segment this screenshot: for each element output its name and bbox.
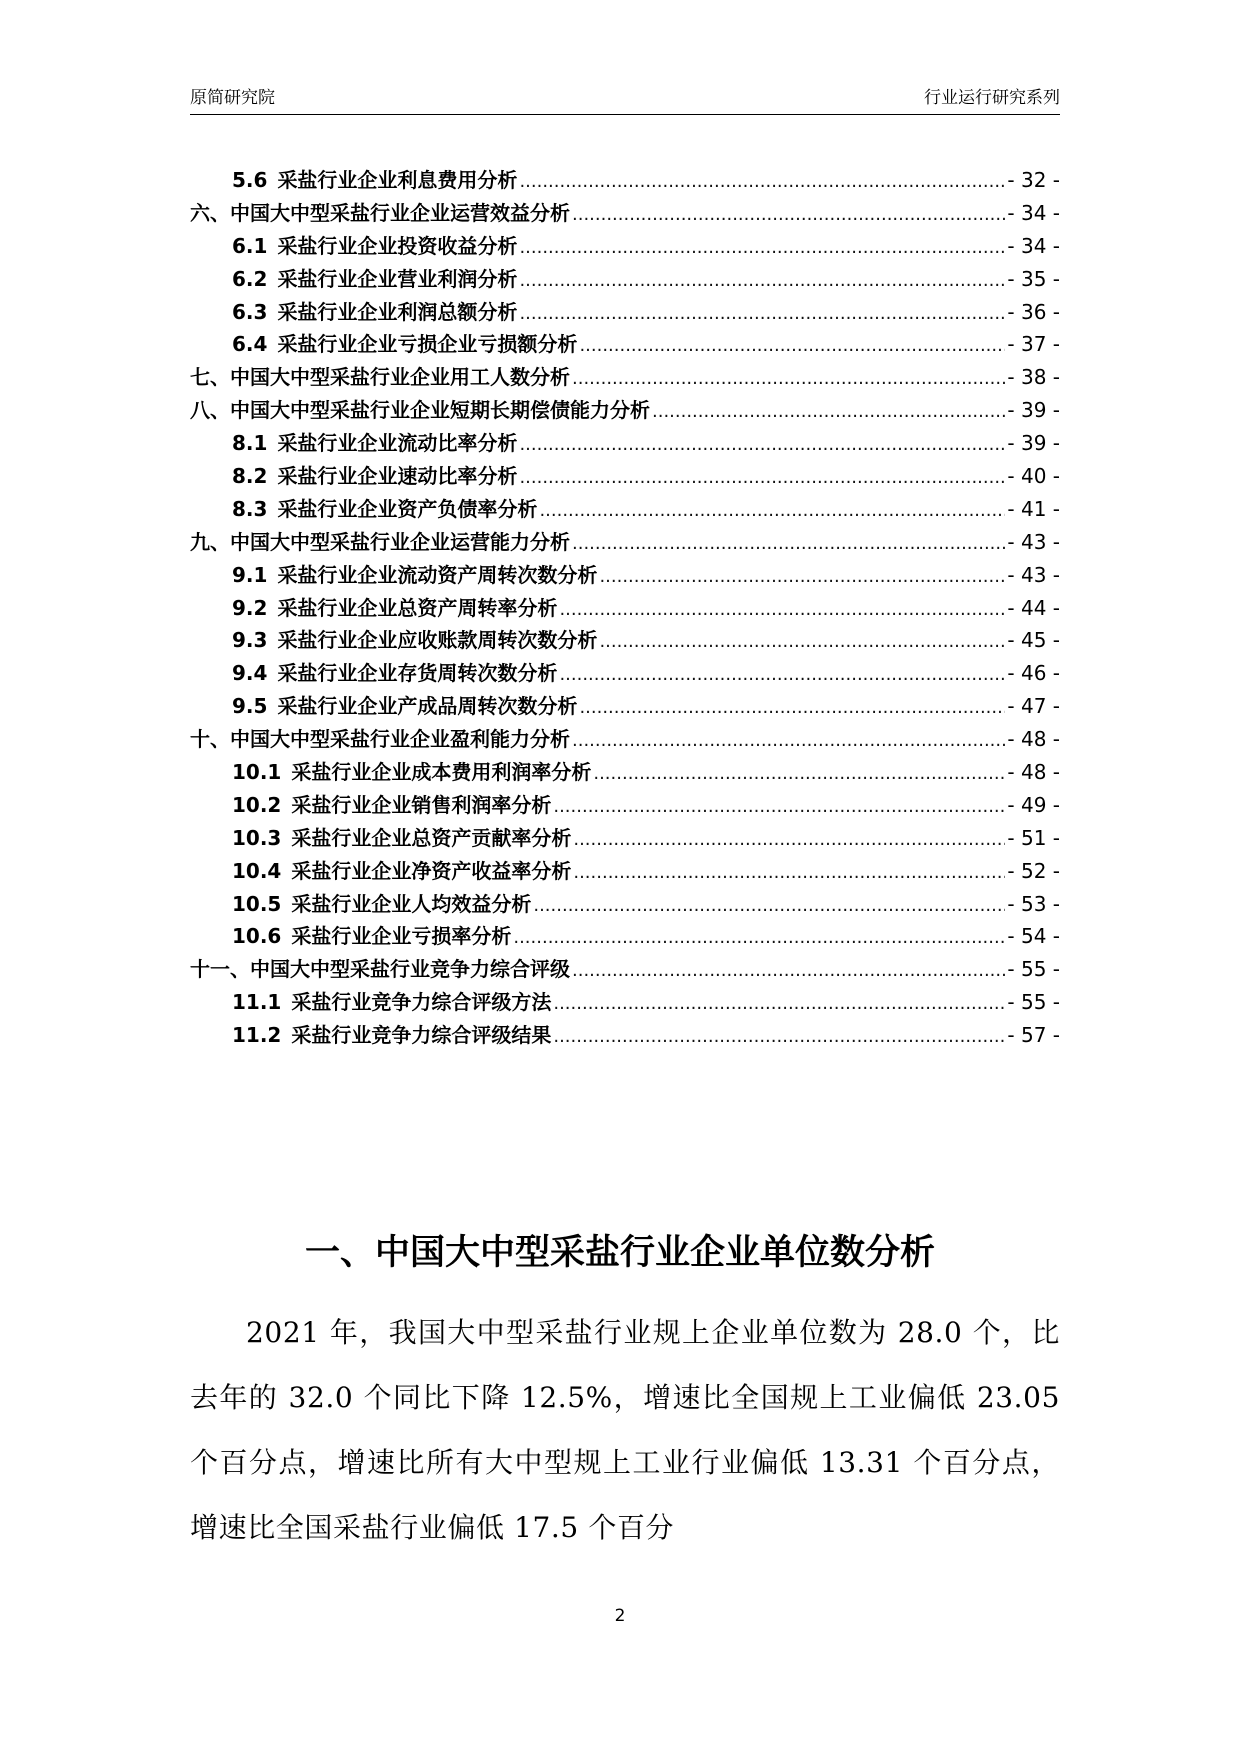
toc-entry-title: 采盐行业企业投资收益分析 [277, 233, 518, 258]
toc-entry-page: - 46 - [1007, 661, 1060, 686]
toc-entry-number: 10.2 [232, 792, 282, 817]
toc-entry[interactable] [190, 394, 1060, 427]
toc-entry-title: 采盐行业企业流动资产周转次数分析 [277, 562, 598, 587]
toc-entry-page: - 55 - [1007, 957, 1060, 982]
toc-dot-leader [513, 924, 1005, 948]
toc-entry[interactable] [190, 493, 1060, 526]
toc-dot-leader [573, 859, 1005, 883]
toc-dot-leader [593, 760, 1005, 784]
toc-entry[interactable] [190, 361, 1060, 394]
toc-entry-page: - 32 - [1007, 168, 1060, 192]
toc-entry-page: - 40 - [1007, 464, 1060, 489]
toc-entry-number: 10.1 [232, 760, 282, 785]
toc-entry-number: 11.1 [232, 990, 282, 1015]
toc-dot-leader [579, 332, 1005, 356]
toc-entry-number: 10.6 [232, 924, 282, 949]
toc-entry-page: - 37 - [1007, 332, 1060, 357]
header-series-name: 行业运行研究系列 [924, 88, 1060, 108]
toc-entry-number: 9.3 [232, 628, 268, 653]
toc-dot-leader [572, 530, 1005, 554]
toc-entry-page: - 45 - [1007, 628, 1060, 653]
toc-entry-title: 采盐行业企业流动比率分析 [277, 431, 518, 456]
toc-dot-leader [553, 1023, 1005, 1047]
toc-dot-leader [572, 201, 1005, 225]
toc-dot-leader [572, 727, 1005, 751]
toc-entry-page: - 44 - [1007, 595, 1060, 620]
toc-entry-title: 采盐行业企业总资产贡献率分析 [291, 825, 572, 850]
toc-entry-page: - 39 - [1007, 431, 1060, 456]
toc-entry-number: 10.4 [232, 858, 282, 883]
toc-entry-title: 采盐行业企业销售利润率分析 [291, 792, 552, 817]
toc-dot-leader [519, 234, 1005, 258]
toc-dot-leader [553, 793, 1005, 817]
toc-entry[interactable] [190, 888, 1060, 921]
toc-dot-leader [652, 398, 1005, 422]
toc-entry[interactable] [190, 789, 1060, 822]
toc-entry-page: - 43 - [1007, 562, 1060, 587]
toc-dot-leader [519, 168, 1005, 192]
toc-entry-title: 采盐行业企业成本费用利润率分析 [291, 760, 592, 785]
toc-entry-title: 采盐行业企业应收账款周转次数分析 [277, 628, 598, 653]
toc-entry[interactable] [190, 953, 1060, 986]
toc-entry[interactable] [190, 328, 1060, 361]
toc-entry-title: 采盐行业企业亏损企业亏损额分析 [277, 332, 578, 357]
toc-entry-title: 采盐行业企业产成品周转次数分析 [277, 694, 578, 719]
table-of-contents [190, 164, 1060, 1052]
toc-entry-number: 5.6 [232, 168, 268, 192]
toc-dot-leader [559, 596, 1005, 620]
toc-entry-title: 采盐行业企业利息费用分析 [277, 168, 518, 192]
toc-entry-title: 采盐行业企业存货周转次数分析 [277, 661, 558, 686]
page-number: 2 [614, 1606, 626, 1626]
toc-entry-title: 十一、中国大中型采盐行业竞争力综合评级 [190, 957, 570, 982]
toc-dot-leader [519, 267, 1005, 291]
toc-dot-leader [579, 694, 1005, 718]
toc-dot-leader [553, 990, 1005, 1014]
toc-entry-title: 采盐行业竞争力综合评级结果 [291, 1023, 552, 1048]
toc-entry-title: 采盐行业企业利润总额分析 [277, 299, 518, 324]
toc-entry-number: 9.4 [232, 661, 268, 686]
toc-entry[interactable] [190, 690, 1060, 723]
toc-entry-title: 采盐行业企业营业利润分析 [277, 266, 518, 291]
toc-entry-title: 采盐行业企业亏损率分析 [291, 924, 512, 949]
toc-entry[interactable] [190, 920, 1060, 953]
toc-dot-leader [573, 826, 1005, 850]
toc-entry-number: 10.5 [232, 891, 282, 916]
toc-entry[interactable] [190, 723, 1060, 756]
toc-entry[interactable] [190, 756, 1060, 789]
toc-entry-page: - 55 - [1007, 990, 1060, 1015]
toc-entry[interactable] [190, 822, 1060, 855]
toc-entry-page: - 54 - [1007, 924, 1060, 949]
toc-entry-title: 采盐行业企业资产负债率分析 [277, 496, 538, 521]
toc-dot-leader [559, 661, 1005, 685]
toc-entry-page: - 43 - [1007, 529, 1060, 554]
toc-dot-leader [572, 957, 1005, 981]
toc-entry-page: - 53 - [1007, 891, 1060, 916]
toc-entry[interactable] [190, 526, 1060, 559]
toc-entry[interactable] [190, 164, 1060, 197]
toc-entry[interactable] [190, 855, 1060, 888]
toc-entry-number: 9.1 [232, 562, 268, 587]
toc-entry-page: - 49 - [1007, 792, 1060, 817]
toc-entry-title: 采盐行业竞争力综合评级方法 [291, 990, 552, 1015]
toc-entry-number: 6.4 [232, 332, 268, 357]
toc-dot-leader [519, 300, 1005, 324]
toc-dot-leader [599, 563, 1005, 587]
toc-dot-leader [533, 892, 1005, 916]
section-title: 一、中国大中型采盐行业企业单位数分析 [304, 1232, 935, 1273]
toc-entry-page: - 36 - [1007, 299, 1060, 324]
toc-entry-title: 六、中国大中型采盐行业企业运营效益分析 [190, 200, 570, 225]
page-header [190, 84, 1060, 115]
toc-entry-number: 10.3 [232, 825, 282, 850]
toc-entry[interactable] [190, 1019, 1060, 1052]
toc-entry-title: 七、中国大中型采盐行业企业用工人数分析 [190, 365, 570, 390]
toc-entry-number: 8.1 [232, 431, 268, 456]
toc-dot-leader [572, 365, 1005, 389]
body-paragraph: 2021 年，我国大中型采盐行业规上企业单位数为 28.0 个，比去年的 32.0 个同比下降 12.5%，增速比全国规上工业偏低 23.05 个百分点，增速比所有大中型规上工业行业偏低 13.31 个百分点，增速比全国采盐行业偏低 17.5 个百分 [190, 1316, 1060, 1544]
toc-entry-page: - 47 - [1007, 694, 1060, 719]
toc-entry-title: 采盐行业企业人均效益分析 [291, 891, 532, 916]
toc-entry-page: - 39 - [1007, 398, 1060, 423]
toc-entry[interactable] [190, 592, 1060, 625]
toc-entry-title: 九、中国大中型采盐行业企业运营能力分析 [190, 529, 570, 554]
toc-entry-page: - 57 - [1007, 1023, 1060, 1048]
toc-dot-leader [599, 628, 1005, 652]
toc-entry-number: 6.3 [232, 299, 268, 324]
toc-entry[interactable] [190, 427, 1060, 460]
toc-entry-number: 9.5 [232, 694, 268, 719]
toc-entry-page: - 52 - [1007, 858, 1060, 883]
toc-entry[interactable] [190, 460, 1060, 493]
toc-entry-title: 采盐行业企业总资产周转率分析 [277, 595, 558, 620]
header-org-name: 原简研究院 [190, 88, 275, 108]
toc-entry-page: - 35 - [1007, 266, 1060, 291]
toc-entry-number: 6.1 [232, 233, 268, 258]
toc-entry[interactable] [190, 263, 1060, 296]
toc-entry-page: - 34 - [1007, 200, 1060, 225]
toc-dot-leader [519, 431, 1005, 455]
toc-entry-number: 6.2 [232, 266, 268, 291]
toc-entry-number: 9.2 [232, 595, 268, 620]
toc-entry-page: - 48 - [1007, 760, 1060, 785]
toc-entry[interactable] [190, 197, 1060, 230]
toc-entry-title: 八、中国大中型采盐行业企业短期长期偿债能力分析 [190, 398, 650, 423]
toc-entry[interactable] [190, 986, 1060, 1019]
toc-entry-title: 十、中国大中型采盐行业企业盈利能力分析 [190, 727, 570, 752]
toc-entry-title: 采盐行业企业速动比率分析 [277, 464, 518, 489]
toc-entry-page: - 51 - [1007, 825, 1060, 850]
toc-entry-page: - 34 - [1007, 233, 1060, 258]
toc-entry-page: - 38 - [1007, 365, 1060, 390]
toc-dot-leader [539, 497, 1005, 521]
toc-entry[interactable] [190, 657, 1060, 690]
toc-entry-page: - 48 - [1007, 727, 1060, 752]
toc-dot-leader [519, 464, 1005, 488]
toc-entry-number: 8.2 [232, 464, 268, 489]
toc-entry[interactable] [190, 230, 1060, 263]
toc-entry[interactable] [190, 624, 1060, 657]
toc-entry[interactable] [190, 296, 1060, 329]
toc-entry-number: 8.3 [232, 496, 268, 521]
toc-entry-number: 11.2 [232, 1023, 282, 1048]
toc-entry[interactable] [190, 559, 1060, 592]
toc-entry-page: - 41 - [1007, 496, 1060, 521]
toc-entry-title: 采盐行业企业净资产收益率分析 [291, 858, 572, 883]
